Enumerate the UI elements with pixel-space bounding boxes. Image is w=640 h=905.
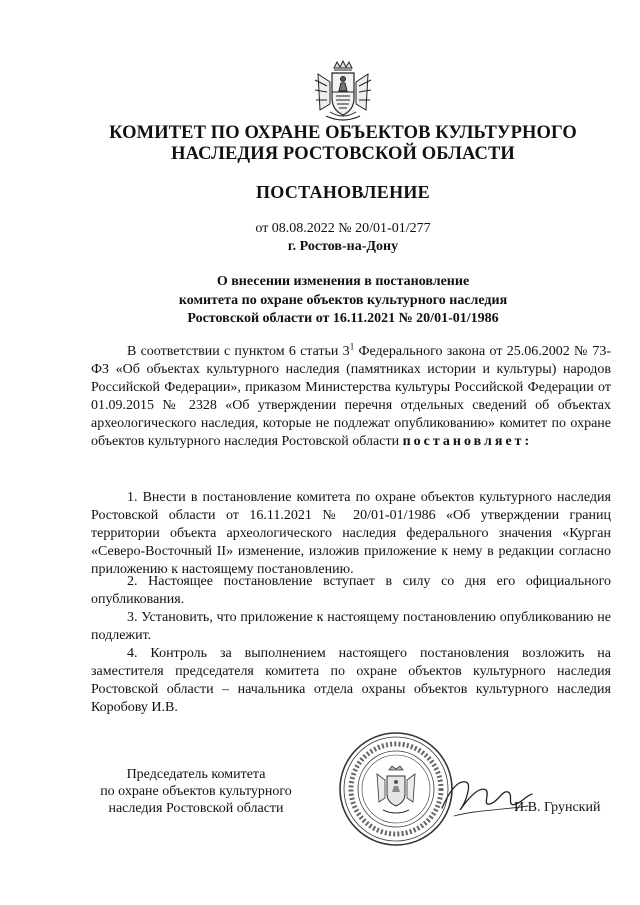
clause-4: 4. Контроль за выполнением настоящего постановления возложить на заместителя председателя комитета по охране объектов культурного наследия Ростовской области – начальника отдела охраны объектов культурного наследия Коробову И.В. [91, 646, 611, 715]
document-date-number: от 08.08.2022 № 20/01-01/277 [255, 221, 431, 236]
signatory-title-line3: наследия Ростовской области [108, 801, 284, 816]
preamble-text-b: Федерального закона от 25.06.2002 № 73-ФЗ «Об объектах культурного наследия (памятниках истории и культуры) народов Российской Федерации», приказом Министерства культуры Российской Федерации от 01.09.2015 № 2328 «Об утверждении перечня отдельных сведений об объектах археологического наследия, которые не подлежат опубликованию» комитет по охране объектов культурного наследия Ростовской области [91, 344, 612, 449]
resolves-word: постановляет: [402, 434, 533, 449]
signatory-name: И.В. Грунский [514, 800, 601, 815]
subject-line3: Ростовской области от 16.11.2021 № 20/01-01/1986 [187, 311, 499, 326]
preamble-text-a: В соответствии с пунктом 6 статьи 3 [127, 344, 350, 359]
handwritten-signature-icon [436, 760, 536, 830]
organization-name-line1: КОМИТЕТ ПО ОХРАНЕ ОБЪЕКТОВ КУЛЬТУРНОГО [109, 123, 577, 143]
document-type: ПОСТАНОВЛЕНИЕ [256, 182, 430, 202]
clause-1: 1. Внести в постановление комитета по охране объектов культурного наследия Ростовской области от 16.11.2021 № 20/01-01/1986 «Об утверждении границ территории объекта археологического наследия федерального значения «Курган «Северо-Восточный II» изменение, изложив приложение к нему в редакции согласно приложению к настоящему постановлению. [91, 490, 611, 577]
signatory-title-line1: Председатель комитета [126, 767, 266, 782]
article-superscript: 1 [349, 341, 355, 352]
subject-line1: О внесении изменения в постановление [216, 274, 470, 289]
organization-name-line2: НАСЛЕДИЯ РОСТОВСКОЙ ОБЛАСТИ [171, 144, 515, 164]
clause-2: 2. Настоящее постановление вступает в силу со дня его официального опубликования. [91, 574, 611, 607]
signatory-title-line2: по охране объектов культурного [100, 784, 292, 799]
preamble-paragraph [91, 343, 611, 451]
document-city: г. Ростов-на-Дону [287, 239, 399, 254]
rostov-oblast-coat-of-arms-icon [312, 60, 374, 124]
clause-3: 3. Установить, что приложение к настоящему постановлению опубликованию не подлежит. [91, 610, 611, 643]
subject-line2: комитета по охране объектов культурного наследия [178, 293, 508, 308]
